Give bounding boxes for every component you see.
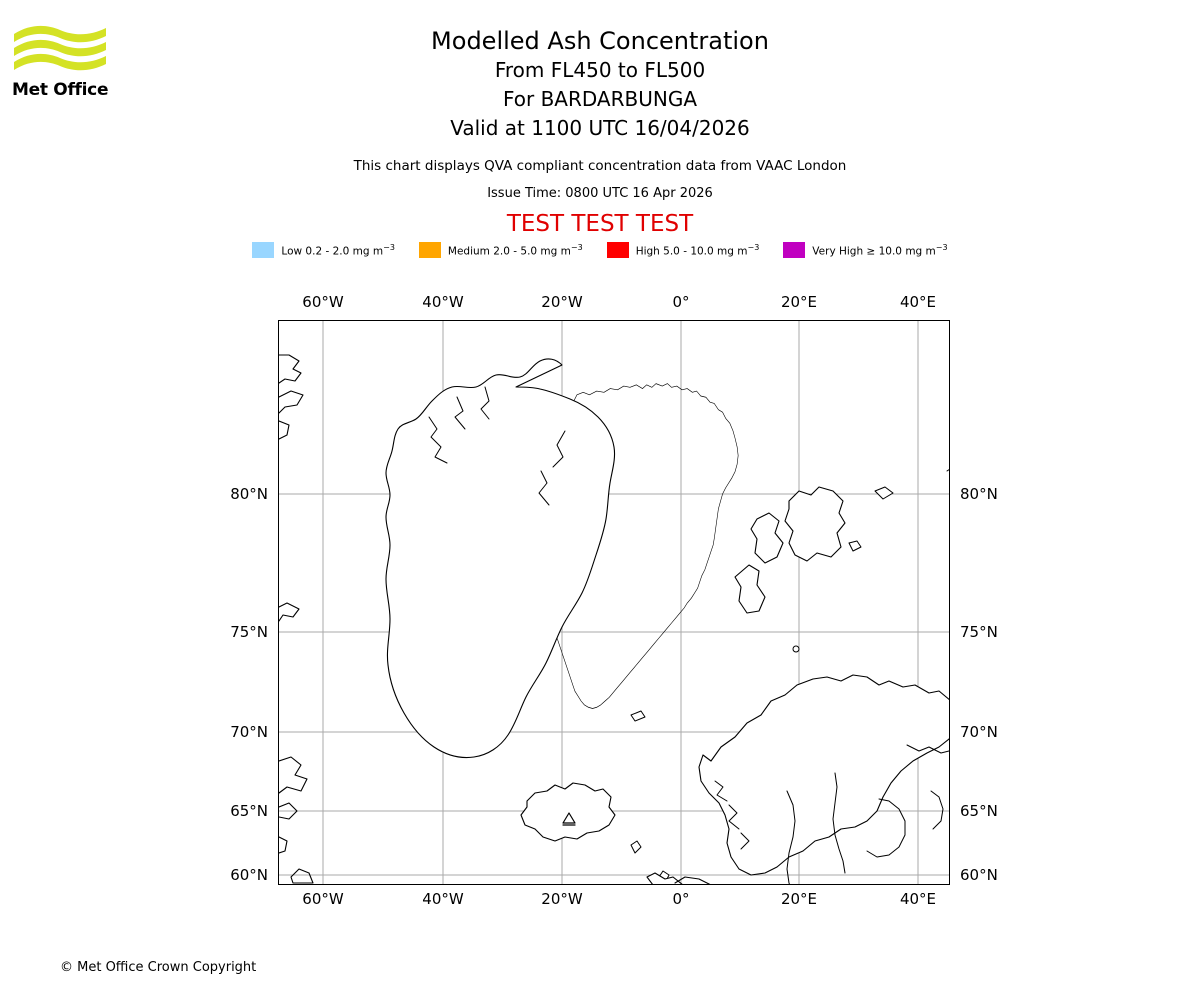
legend-label-medium: Medium 2.0 - 5.0 mg $m^{-3}$ (447, 242, 583, 258)
met-office-logo-text: Met Office (12, 80, 109, 100)
lon-tick-bottom-20e: 20°E (780, 890, 818, 908)
lat-tick-right-65n: 65°N (960, 802, 998, 820)
lon-tick-bottom-40e: 40°E (899, 890, 937, 908)
lon-tick-bottom-60w: 60°W (302, 890, 344, 908)
lon-tick-bottom-0: 0° (672, 890, 690, 908)
flight-level-range: From FL450 to FL500 (494, 58, 706, 82)
legend-item-medium (419, 242, 583, 258)
map-plot-area[interactable] (278, 320, 950, 885)
legend-item-low (252, 242, 394, 258)
concentration-legend (0, 242, 1200, 258)
lon-tick-top-0: 0° (672, 293, 690, 311)
legend-label-high: High 5.0 - 10.0 mg $m^{-3}$ (635, 242, 760, 258)
coastlines (279, 343, 949, 884)
legend-swatch-very-high (783, 242, 805, 258)
lon-tick-top-20w: 20°W (541, 293, 583, 311)
lat-tick-left-60n: 60°N (230, 866, 268, 884)
lat-tick-right-60n: 60°N (960, 866, 998, 884)
lon-tick-top-60w: 60°W (302, 293, 344, 311)
legend-label-very-high: Very High ≥ 10.0 mg $m^{-3}$ (812, 242, 948, 258)
lat-tick-left-75n: 75°N (230, 623, 268, 641)
legend-swatch-medium (419, 242, 441, 258)
lon-tick-bottom-20w: 20°W (541, 890, 583, 908)
lat-tick-left-70n: 70°N (230, 723, 268, 741)
legend-label-low: Low 0.2 - 2.0 mg $m^{-3}$ (281, 242, 395, 258)
valid-time: Valid at 1100 UTC 16/04/2026 (450, 116, 750, 140)
lon-tick-bottom-40w: 40°W (422, 890, 464, 908)
volcano-name: For BARDARBUNGA (502, 87, 698, 111)
lon-tick-top-20e: 20°E (780, 293, 818, 311)
legend-item-high (607, 242, 760, 258)
legend-swatch-high (607, 242, 629, 258)
legend-swatch-low (252, 242, 274, 258)
lat-tick-right-75n: 75°N (960, 623, 998, 641)
map-container (230, 293, 998, 908)
test-banner: TEST TEST TEST (506, 211, 694, 237)
chart-note: This chart displays QVA compliant concentration data from VAAC London (353, 158, 847, 174)
chart-header (0, 26, 1200, 238)
issue-time: Issue Time: 0800 UTC 16 Apr 2026 (487, 186, 713, 201)
lon-tick-top-40e: 40°E (899, 293, 937, 311)
copyright-notice: © Met Office Crown Copyright (60, 960, 257, 975)
lat-tick-left-65n: 65°N (230, 802, 268, 820)
lat-tick-right-80n: 80°N (960, 485, 998, 503)
lat-tick-left-80n: 80°N (230, 485, 268, 503)
lon-tick-top-40w: 40°W (422, 293, 464, 311)
map-graphic (279, 321, 949, 884)
page-title: Modelled Ash Concentration (431, 27, 769, 55)
lat-tick-right-70n: 70°N (960, 723, 998, 741)
legend-item-very-high (783, 242, 947, 258)
